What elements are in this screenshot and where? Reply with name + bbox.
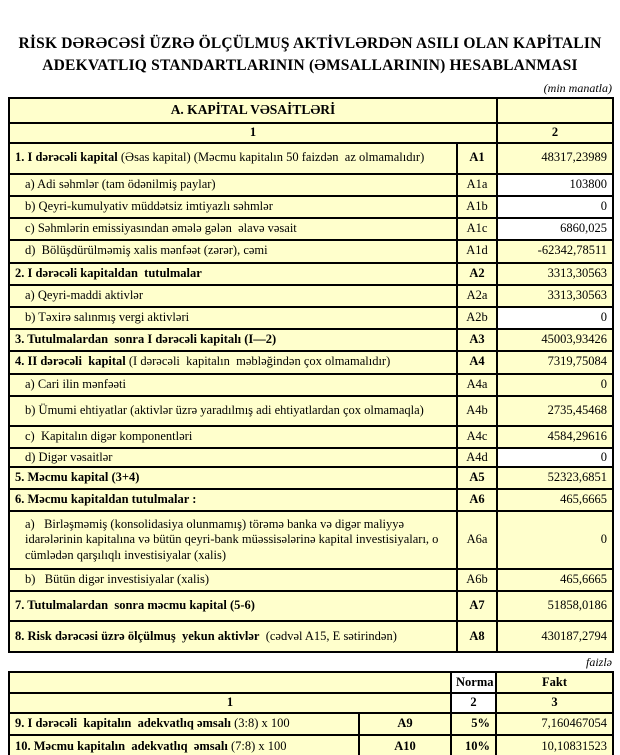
col-header-1: 1: [9, 123, 497, 143]
table-row: [9, 374, 613, 396]
value-cell: 45003,93426: [497, 329, 613, 351]
label-cell: b) Qeyri-kumulyativ müddətsiz imtiyazlı səhmlər: [9, 196, 457, 218]
label-cell: 10. Məcmu kapitalın adekvatlıq əmsalı (7:8) x 100: [9, 735, 359, 755]
table-row: [9, 396, 613, 426]
code-cell: A10: [359, 735, 451, 755]
norma-cell: 10%: [451, 735, 496, 755]
value-cell: 3313,30563: [497, 263, 613, 285]
table-row: [9, 218, 613, 240]
code-cell: A4c: [457, 426, 497, 448]
code-cell: A9: [359, 713, 451, 735]
label-cell: 9. I dərəcəli kapitalın adekvatlıq əmsalı (3:8) x 100: [9, 713, 359, 735]
table-row: [9, 511, 613, 569]
page-title: [0, 0, 620, 78]
value-cell: 4584,29616: [497, 426, 613, 448]
table-row: [9, 735, 613, 755]
code-cell: A1a: [457, 174, 497, 196]
label-cell: c) Səhmlərin emissiyasından əmələ gələn əlavə vəsait: [9, 218, 457, 240]
code-cell: A4d: [457, 448, 497, 468]
table-row: [9, 467, 613, 489]
code-cell: A4b: [457, 396, 497, 426]
table-row: [9, 489, 613, 511]
label-cell: a) Adi səhmlər (tam ödənilmiş paylar): [9, 174, 457, 196]
label-cell: 2. I dərəcəli kapitaldan tutulmalar: [9, 263, 457, 285]
code-cell: A7: [457, 591, 497, 621]
label-cell: a) Cari ilin mənfəəti: [9, 374, 457, 396]
ratio-number-header-row: [9, 693, 613, 713]
fakt-cell: 10,10831523: [496, 735, 613, 755]
value-cell: 430187,2794: [497, 621, 613, 652]
value-cell: 465,6665: [497, 489, 613, 511]
table-row: [9, 351, 613, 374]
title-line-2: ADEKVATLIQ STANDARTLARININ (ƏMSALLARININ) HESABLANMASI: [42, 57, 578, 75]
title-line-1: RİSK DƏRƏCƏSİ ÜZRƏ ÖLÇÜLMUŞ AKTİVLƏRDƏN ASILI OLAN KAPİTALIN: [18, 35, 602, 52]
table-row: [9, 426, 613, 448]
col-header-norma: Norma: [451, 672, 496, 693]
value-cell: 0: [497, 511, 613, 569]
col-header-fakt: Fakt: [496, 672, 613, 693]
input-cell[interactable]: 6860,025: [497, 218, 613, 240]
label-cell: a) Birləşməmiş (konsolidasiya olunmamış) törəmə banka və digər maliyyə idarələrinin kapitalına və bütün qeyri-bank müəssisələrinə kapital investisiyaları, o cümlədən qarşılıqlı investisiyalar (xalis): [9, 511, 457, 569]
table-row: [9, 713, 613, 735]
code-cell: A5: [457, 467, 497, 489]
label-cell: 4. II dərəcəli kapital (I dərəcəli kapitalın məbləğindən çox olmamalıdır): [9, 351, 457, 374]
code-cell: A6b: [457, 569, 497, 591]
column-number-header-row: [9, 123, 613, 143]
table-row: [9, 285, 613, 307]
code-cell: A2b: [457, 307, 497, 329]
table-row: [9, 569, 613, 591]
norma-cell: 5%: [451, 713, 496, 735]
value-cell: 465,6665: [497, 569, 613, 591]
capital-table: [8, 97, 614, 653]
label-cell: c) Kapitalın digər komponentləri: [9, 426, 457, 448]
value-cell: -62342,78511: [497, 240, 613, 263]
code-cell: A2: [457, 263, 497, 285]
value-cell: 52323,6851: [497, 467, 613, 489]
table-row: [9, 143, 613, 174]
input-cell[interactable]: 0: [497, 448, 613, 468]
table-row: [9, 174, 613, 196]
col-header-2: 2: [497, 123, 613, 143]
label-cell: d) Digər vəsaitlər: [9, 448, 457, 468]
input-cell[interactable]: 103800: [497, 174, 613, 196]
col-header-1: 1: [9, 693, 451, 713]
label-cell: 8. Risk dərəcəsi üzrə ölçülmuş yekun aktivlər (cədvəl A15, E sətirindən): [9, 621, 457, 652]
table-row: [9, 263, 613, 285]
label-cell: b) Ümumi ehtiyatlar (aktivlər üzrə yaradılmış adi ehtiyatlardan çox olmamaqla): [9, 396, 457, 426]
table-row: [9, 307, 613, 329]
unit-note-bottom: faizlə: [586, 655, 612, 670]
value-cell: 3313,30563: [497, 285, 613, 307]
input-cell[interactable]: 0: [497, 196, 613, 218]
value-cell: 0: [497, 374, 613, 396]
label-cell: b) Təxirə salınmış vergi aktivləri: [9, 307, 457, 329]
input-cell[interactable]: 0: [497, 307, 613, 329]
code-cell: A6a: [457, 511, 497, 569]
table-row: [9, 591, 613, 621]
code-cell: A2a: [457, 285, 497, 307]
label-cell: b) Bütün digər investisiyalar (xalis): [9, 569, 457, 591]
value-cell: 7319,75084: [497, 351, 613, 374]
label-cell: 6. Məcmu kapitaldan tutulmalar :: [9, 489, 457, 511]
table-section-header-row: [9, 98, 613, 123]
label-cell: 3. Tutulmalardan sonra I dərəcəli kapitalı (I—2): [9, 329, 457, 351]
table-row: [9, 621, 613, 652]
code-cell: A1d: [457, 240, 497, 263]
code-cell: A1b: [457, 196, 497, 218]
code-cell: A4: [457, 351, 497, 374]
table-row: [9, 448, 613, 468]
ratio-header-row: [9, 672, 613, 693]
label-cell: 5. Məcmu kapital (3+4): [9, 467, 457, 489]
value-cell: 2735,45468: [497, 396, 613, 426]
label-cell: 1. I dərəcəli kapital (Əsas kapital) (Məcmu kapitalın 50 faizdən az olmamalıdır): [9, 143, 457, 174]
ratio-table: [8, 671, 614, 755]
empty-header-cell: [9, 672, 451, 693]
empty-header-cell: [497, 98, 613, 123]
label-cell: d) Bölüşdürülməmiş xalis mənfəət (zərər), cəmi: [9, 240, 457, 263]
table-row: [9, 240, 613, 263]
table-row: [9, 196, 613, 218]
table-row: [9, 329, 613, 351]
code-cell: A6: [457, 489, 497, 511]
fakt-cell: 7,160467054: [496, 713, 613, 735]
unit-note-top: (min manatla): [543, 80, 612, 95]
col-header-3: 3: [496, 693, 613, 713]
code-cell: A1c: [457, 218, 497, 240]
code-cell: A4a: [457, 374, 497, 396]
label-cell: 7. Tutulmalardan sonra məcmu kapital (5-6): [9, 591, 457, 621]
value-cell: 48317,23989: [497, 143, 613, 174]
value-cell: 51858,0186: [497, 591, 613, 621]
code-cell: A3: [457, 329, 497, 351]
table-section-header: A. KAPİTAL VƏSAİTLƏRİ: [9, 98, 497, 123]
label-cell: a) Qeyri-maddi aktivlər: [9, 285, 457, 307]
code-cell: A8: [457, 621, 497, 652]
code-cell: A1: [457, 143, 497, 174]
col-header-2: 2: [451, 693, 496, 713]
